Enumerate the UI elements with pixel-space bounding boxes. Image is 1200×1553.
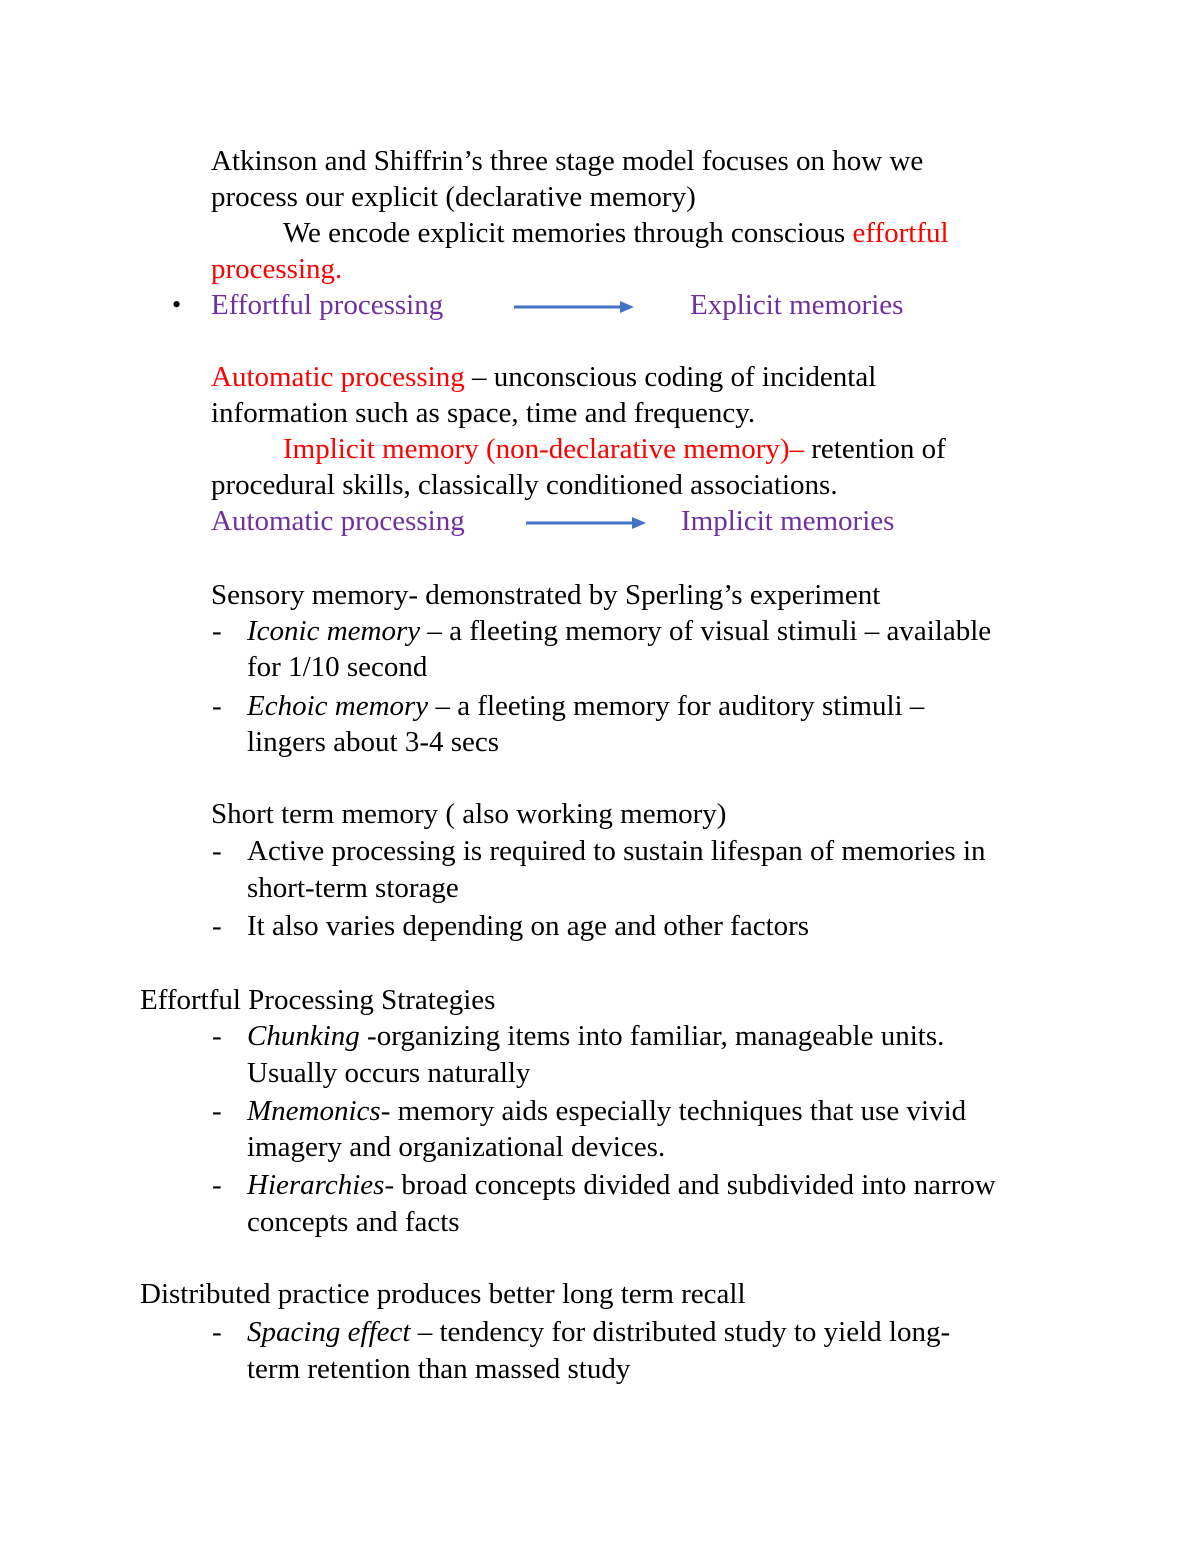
short-term-item-1-line-2: short-term storage <box>247 872 459 904</box>
short-term-heading: Short term memory ( also working memory) <box>211 798 727 830</box>
sensory-item-1-line-2: for 1/10 second <box>247 651 428 683</box>
sensory-item-2-line-2: lingers about 3-4 secs <box>247 726 500 758</box>
mnemonics-term: Mnemonics <box>247 1095 381 1127</box>
effortful-highlight: effortful <box>852 217 949 249</box>
strategy-item-2-line-1 <box>247 1093 966 1129</box>
sensory-item-2-line-1 <box>247 688 924 724</box>
intro-line-2: process our explicit (declarative memory) <box>211 181 696 213</box>
strategy-item-2-text: - memory aids especially techniques that use vivid <box>380 1095 967 1127</box>
sensory-item-1-line-1 <box>247 613 991 649</box>
strategy-item-3-text: - broad concepts divided and subdivided into narrow <box>384 1169 996 1201</box>
dash-marker: - <box>212 1095 222 1127</box>
strategy-item-1-text: -organizing items into familiar, manageable units. <box>359 1020 945 1052</box>
sensory-item-1-text: – a fleeting memory of visual stimuli – available <box>420 615 992 647</box>
intro-line-3 <box>283 215 949 251</box>
strategy-item-2-line-2: imagery and organizational devices. <box>247 1131 666 1163</box>
flow2-arrow-icon <box>524 514 648 532</box>
auto-term: Automatic processing <box>211 361 465 393</box>
implicit-line-1 <box>283 431 946 467</box>
intro-line-4: processing. <box>211 253 343 285</box>
intro-line-1: Atkinson and Shiffrin’s three stage model focuses on how we <box>211 145 924 177</box>
dash-marker: - <box>212 835 222 867</box>
implicit-def-a: retention of <box>804 433 946 465</box>
flow2-to: Implicit memories <box>681 505 895 537</box>
distributed-item-1-line-2: term retention than massed study <box>247 1353 631 1385</box>
flow2-from: Automatic processing <box>211 505 465 537</box>
strategy-item-3-line-1 <box>247 1167 996 1203</box>
dash-marker: - <box>212 1316 222 1348</box>
dash-marker: - <box>212 690 222 722</box>
strategy-item-3-line-2: concepts and facts <box>247 1206 460 1238</box>
flow1-to: Explicit memories <box>690 289 904 321</box>
dash-marker: - <box>212 1020 222 1052</box>
dash-marker: - <box>212 615 222 647</box>
spacing-effect-term: Spacing effect <box>247 1316 411 1348</box>
flow1-from: Effortful processing <box>211 289 444 321</box>
flow1-arrow-icon <box>512 298 636 316</box>
auto-def-a: – unconscious coding of incidental <box>464 361 877 393</box>
echoic-term: Echoic memory <box>247 690 429 722</box>
strategy-item-1-line-2: Usually occurs naturally <box>247 1057 531 1089</box>
bullet-icon: • <box>172 290 182 319</box>
distributed-heading: Distributed practice produces better long term recall <box>140 1278 746 1310</box>
short-term-item-1-line-1: Active processing is required to sustain lifespan of memories in <box>247 835 986 867</box>
dash-marker: - <box>212 910 222 942</box>
sensory-item-2-text: – a fleeting memory for auditory stimuli – <box>428 690 925 722</box>
short-term-item-2-line-1: It also varies depending on age and other factors <box>247 910 810 942</box>
implicit-line-2: procedural skills, classically conditioned associations. <box>211 469 838 501</box>
iconic-term: Iconic memory <box>247 615 421 647</box>
auto-line-2: information such as space, time and frequency. <box>211 397 756 429</box>
chunking-term: Chunking <box>247 1020 360 1052</box>
distributed-item-1-text: – tendency for distributed study to yield long- <box>410 1316 951 1348</box>
strategies-heading: Effortful Processing Strategies <box>140 984 496 1016</box>
distributed-item-1-line-1 <box>247 1314 950 1350</box>
strategy-item-1-line-1 <box>247 1018 944 1054</box>
sensory-heading: Sensory memory- demonstrated by Sperling’s experiment <box>211 579 881 611</box>
hierarchies-term: Hierarchies <box>247 1169 385 1201</box>
dash-marker: - <box>212 1169 222 1201</box>
implicit-term: Implicit memory (non-declarative memory)– <box>283 433 805 465</box>
auto-line-1 <box>211 359 876 395</box>
intro-line-3-text: We encode explicit memories through conscious <box>283 217 853 249</box>
